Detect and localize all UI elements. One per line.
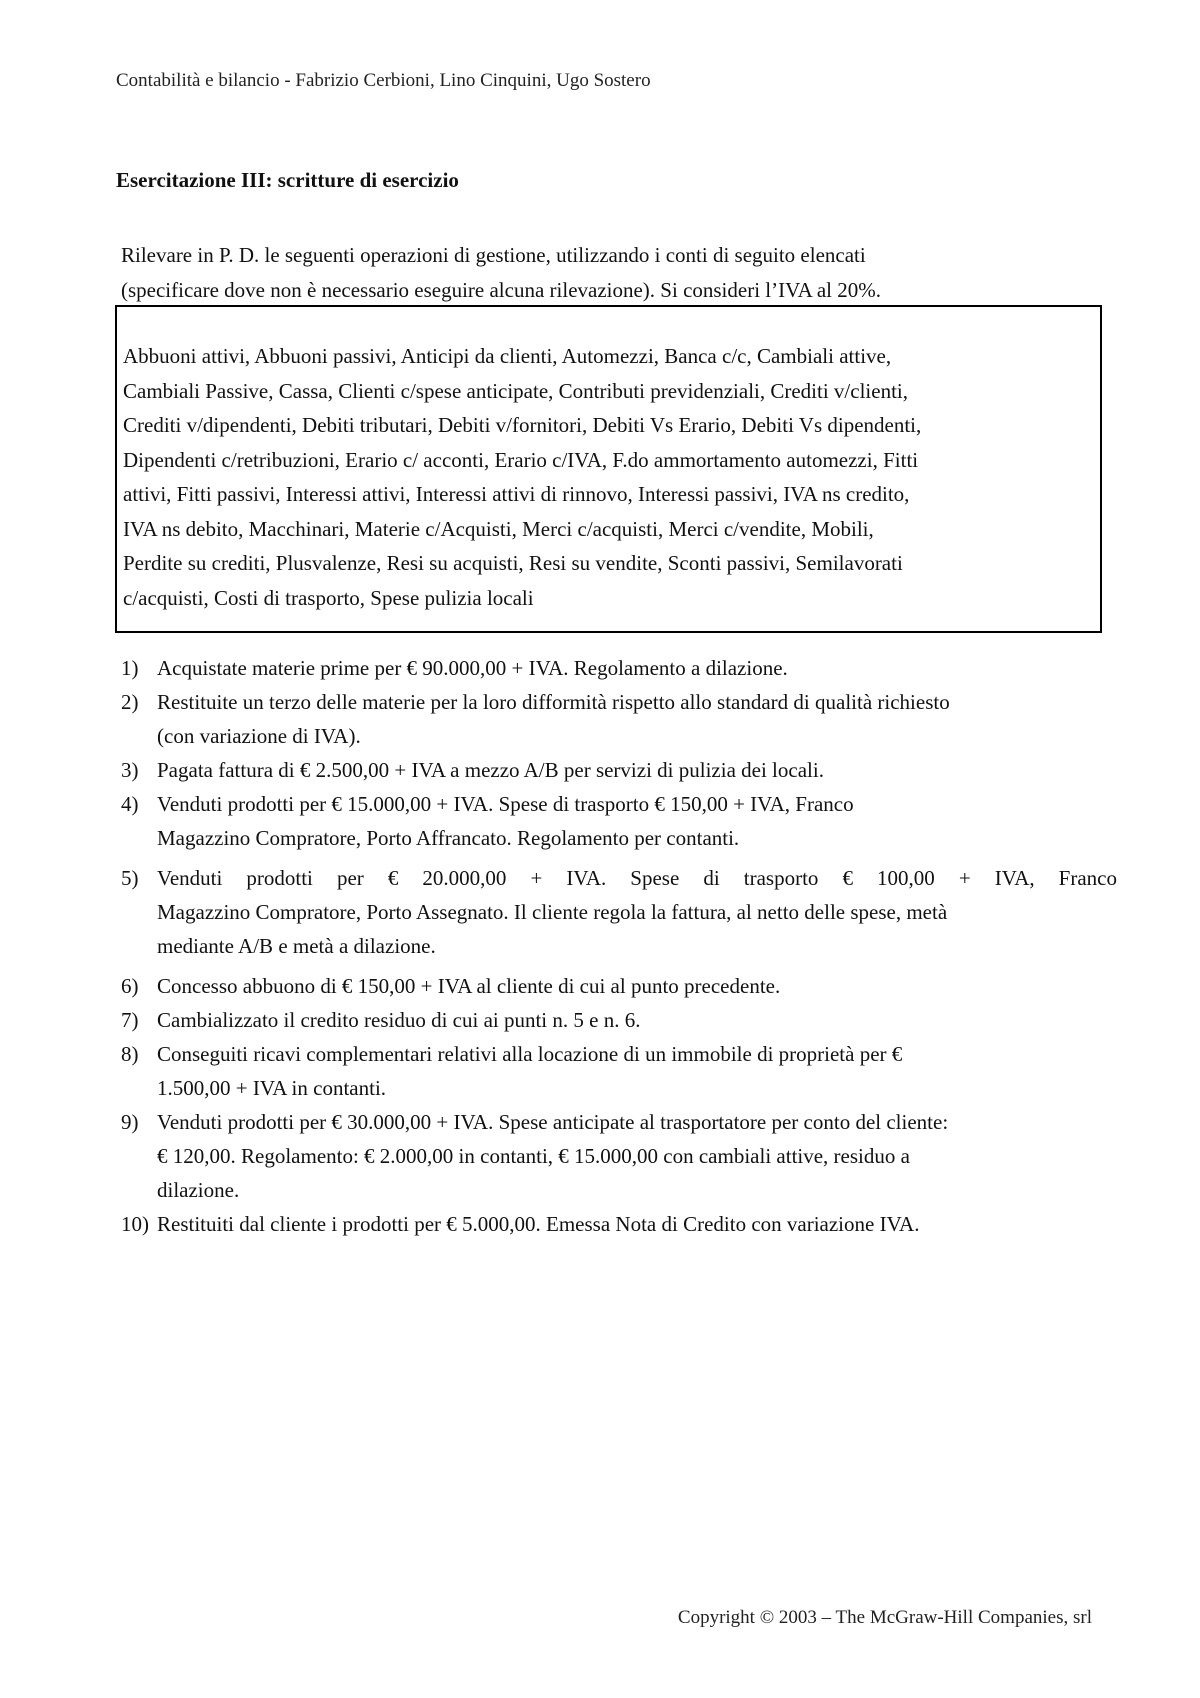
accounts-line: Perdite su crediti, Plusvalenze, Resi su acquisti, Resi su vendite, Sconti passivi, Semilavorati	[123, 551, 903, 575]
operation-line: Venduti prodotti per € 20.000,00 + IVA. Spese di trasporto € 100,00 + IVA, Franco	[157, 866, 1117, 890]
accounts-line: Crediti v/dipendenti, Debiti tributari, Debiti v/fornitori, Debiti Vs Erario, Debiti Vs dipendenti,	[123, 413, 922, 437]
operation-line: (con variazione di IVA).	[157, 724, 361, 748]
operation-line: Pagata fattura di € 2.500,00 + IVA a mezzo A/B per servizi di pulizia dei locali.	[157, 758, 824, 782]
operation-line: Restituite un terzo delle materie per la loro difformità rispetto allo standard di qualità richiesto	[157, 690, 950, 714]
operation-item	[121, 1105, 1117, 1207]
operation-line: Restituiti dal cliente i prodotti per € 5.000,00. Emessa Nota di Credito con variazione IVA.	[157, 1212, 920, 1236]
operation-item	[121, 753, 1117, 787]
accounts-line: Dipendenti c/retribuzioni, Erario c/ acconti, Erario c/IVA, F.do ammortamento automezzi, Fitti	[123, 447, 919, 472]
operation-line: Magazzino Compratore, Porto Affrancato. Regolamento per contanti.	[157, 826, 740, 850]
instructions-paragraph	[121, 238, 1101, 308]
operation-line: dilazione.	[157, 1178, 240, 1202]
accounts-line: Cambiali Passive, Cassa, Clienti c/spese anticipate, Contributi previdenziali, Crediti v/clienti,	[123, 378, 908, 403]
operation-line: Venduti prodotti per € 15.000,00 + IVA. Spese di trasporto € 150,00 + IVA, Franco	[157, 792, 854, 816]
instructions-line: (specificare dove non è necessario eseguire alcuna rilevazione). Si consideri l’IVA al 20%.	[121, 278, 881, 302]
operation-line: € 120,00. Regolamento: € 2.000,00 in contanti, € 15.000,00 con cambiali attive, residuo a	[157, 1144, 910, 1168]
accounts-list-box	[115, 305, 1102, 633]
operation-item	[121, 685, 1117, 753]
operation-item	[121, 1003, 1117, 1037]
operation-number: 9)	[121, 1110, 139, 1134]
accounts-line: Abbuoni attivi, Abbuoni passivi, Anticipi da clienti, Automezzi, Banca c/c, Cambiali attive,	[123, 344, 892, 368]
operation-line: Acquistate materie prime per € 90.000,00 + IVA. Regolamento a dilazione.	[157, 656, 788, 680]
operation-line: 1.500,00 + IVA in contanti.	[157, 1076, 387, 1100]
operation-item	[121, 1207, 1117, 1241]
copyright-footer: Copyright © 2003 – The McGraw-Hill Companies, srl	[677, 1607, 1092, 1628]
instructions-line: Rilevare in P. D. le seguenti operazioni di gestione, utilizzando i conti di seguito elencati	[121, 243, 866, 267]
operation-item	[121, 651, 1117, 685]
operation-number: 3)	[121, 758, 139, 782]
accounts-line: attivi, Fitti passivi, Interessi attivi, Interessi attivi di rinnovo, Interessi passivi, IVA ns credito,	[123, 482, 910, 506]
accounts-line: IVA ns debito, Macchinari, Materie c/Acquisti, Merci c/acquisti, Merci c/vendite, Mobili,	[123, 516, 874, 541]
operation-item	[121, 787, 1117, 855]
operation-number: 1)	[121, 656, 139, 680]
operation-line: Venduti prodotti per € 30.000,00 + IVA. Spese anticipate al trasportatore per conto del cliente:	[157, 1110, 949, 1134]
exercise-title: Esercitazione III: scritture di esercizio	[116, 168, 459, 192]
operation-number: 8)	[121, 1042, 139, 1066]
operation-line: Conseguiti ricavi complementari relativi alla locazione di un immobile di proprietà per €	[157, 1042, 903, 1066]
operation-number: 2)	[121, 690, 139, 714]
operation-number: 5)	[121, 866, 139, 890]
operation-line: Concesso abbuono di € 150,00 + IVA al cliente di cui al punto precedente.	[157, 974, 781, 998]
operation-item	[121, 1037, 1117, 1105]
operation-number: 7)	[121, 1008, 139, 1032]
accounts-list	[123, 339, 1093, 615]
operation-line: Magazzino Compratore, Porto Assegnato. Il cliente regola la fattura, al netto delle spese, metà	[157, 900, 948, 924]
operations-list	[121, 651, 1121, 1241]
operation-number: 4)	[121, 792, 139, 816]
operation-number: 6)	[121, 974, 139, 998]
operation-item	[121, 969, 1117, 1003]
operation-line: mediante A/B e metà a dilazione.	[157, 934, 436, 958]
operation-item	[121, 861, 1117, 963]
running-header: Contabilità e bilancio - Fabrizio Cerbioni, Lino Cinquini, Ugo Sostero	[116, 70, 651, 91]
accounts-line: c/acquisti, Costi di trasporto, Spese pulizia locali	[123, 585, 534, 610]
operation-line: Cambializzato il credito residuo di cui ai punti n. 5 e n. 6.	[157, 1008, 641, 1032]
operation-number: 10)	[121, 1212, 149, 1236]
